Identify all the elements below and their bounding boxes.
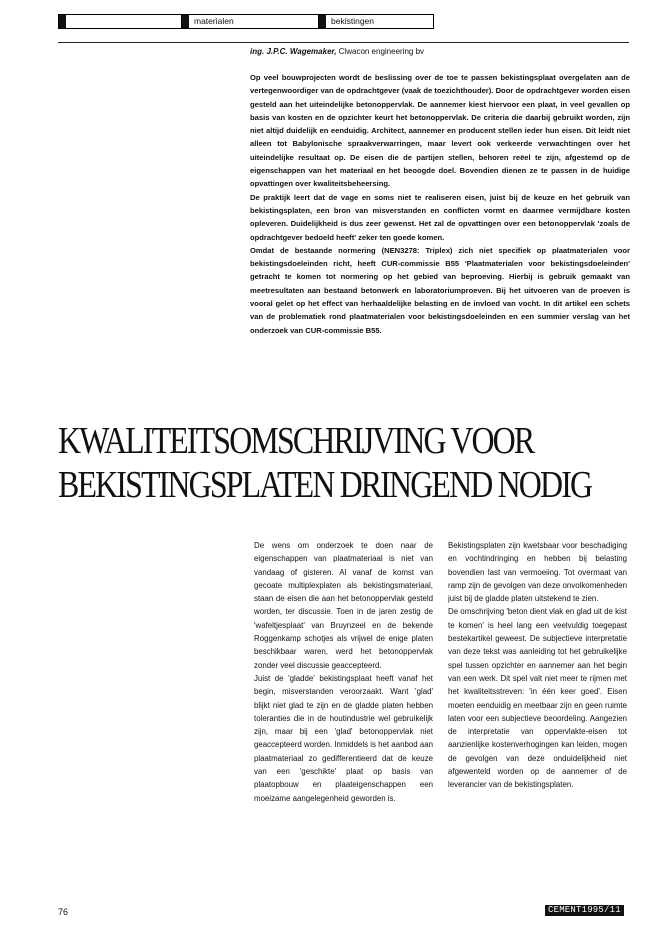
title-line: BEKISTINGSPLATEN DRINGEND NODIG [58, 464, 592, 506]
header-cell-materialen [182, 15, 319, 28]
body-paragraph: Bekistingsplaten zijn kwetsbaar voor beschadiging en vochtindringing en hebben bij belasting bovendien last van vermoeiing. Tot overmaat van ramp zijn de gevolgen van deze onvolkomenheden juist bij de gladde platen uitstekend te zien. [448, 541, 627, 604]
header-rule [58, 42, 629, 43]
section-header-bar [58, 14, 434, 29]
header-cell-blank [59, 15, 182, 28]
body-paragraph: Juist de 'gladde' bekistingsplaat heeft vanaf het begin, misverstanden veroorzaakt. Want 'glad' blijkt niet glad te zijn en de gladde platen hebben toleranties die in de houtindustrie wel gebruikelijk zijn, maar bij een 'glad' betonoppervlak niet geaccepteerd worden. Inmiddels is het aanbod aan plaatmateriaal zo gedifferentieerd dat de keuze van een 'geschikte' plaat op basis van plaatopbouw en plaateigenschappen een moeizame aangelegenheid geworden is. [254, 673, 433, 803]
body-column-left [254, 539, 433, 805]
title-line: KWALITEITSOMSCHRIJVING VOOR [58, 420, 534, 462]
body-paragraph: De omschrijving 'beton dient vlak en glad uit de kist te komen' is heel lang een veelvuldig toegepast bestekartikel geweest. De subjectieve interpretatie van deze tekst was aanleiding tot het gebruikelijke spel tussen opzichter en aannemer aan het begin van een werk. Dit spel valt niet meer te rijmen met het kwaliteitsstreven: 'in één keer goed'. Eisen moeten eenduidig en meetbaar zijn en geen ruimte laten voor een subjectieve beoordeling. Aangezien de interpretatie van oppervlakte-eisen tot aanzienlijke kostenverhogingen kan leiden, mogen de gevolgen van deze onduidelijkheid niet afgewenteld worden op de aannemer of de leverancier van de bekistingsplaten. [448, 607, 627, 790]
header-block-mark [319, 15, 326, 28]
article-title [58, 419, 592, 507]
author-name: ing. J.P.C. Wagemaker, [250, 47, 337, 56]
intro-paragraph: Omdat de bestaande normering (NEN3278: Triplex) zich niet specifiek op plaatmaterialen voor bekistingsdoeleinden richt, heeft CUR-commissie B55 'Plaatmaterialen voor bekistingsdoeleinden' getracht te komen tot normering op het gebied van beproeving. Hierbij is gebruik gemaakt van meetresultaten aan bestaand betonwerk en laboratoriumproeven. Bij het uitvoeren van de proeven is vooral gelet op het effect van herhaaldelijke belasting en de invloed van vocht. In dit artikel een schets van de problematiek rond plaatmaterialen voor bekistingsdoeleinden en een summier verslag van het onderzoek van CUR-commissie B55. [250, 245, 630, 335]
header-section-label: bekistingen [331, 16, 375, 26]
byline [250, 46, 424, 57]
author-affiliation: Clwacon engineering bv [338, 47, 425, 56]
journal-issue-tag: CEMENT1995/11 [545, 905, 624, 916]
header-cell-bekistingen [319, 15, 433, 28]
page-number: 76 [58, 907, 69, 917]
body-paragraph: De wens om onderzoek te doen naar de eigenschappen van plaatmateriaal is niet van vandaag of gisteren. Al vanaf de komst van gecoate multiplexplaten als bekistingsmateriaal, staan de eisen die aan het betonoppervlak gesteld worden, ter discussie. Toen in de jaren zestig de 'wafeltjesplaat' van Bruynzeel en de bekende Roggenkamp schotjes als vrijwel de enige platen beschikbaar waren, werd het betonoppervlak zonder veel discussie geaccepteerd. [254, 541, 433, 670]
header-section-label: materialen [194, 16, 234, 26]
intro-lead [250, 71, 630, 337]
body-column-right [448, 539, 627, 792]
header-block-mark [182, 15, 189, 28]
intro-paragraph: De praktijk leert dat de vage en soms niet te realiseren eisen, juist bij de keuze en het gebruik van bekistingsplaten, een bron van misverstanden en conflicten vormt en daarmee vermijdbare kosten opleveren. Duidelijkheid is dus zeer gewenst. Het zal de opvattingen over een betonoppervlak 'zoals de opdrachtgever bedoeld heeft' zeker ten goede komen. [250, 192, 630, 242]
header-block-mark [59, 15, 66, 28]
intro-paragraph: Op veel bouwprojecten wordt de beslissing over de toe te passen bekistingsplaat overgelaten aan de vertegenwoordiger van de opdrachtgever (vaak de toezichthouder). Door de opdrachtgever worden eisen gesteld aan het uiteindelijke betonoppervlak. De aannemer kiest hiervoor een plaat, in veel gevallen op basis van kosten en de opzichter keurt het betonoppervlak. De criteria die daarbij gebruikt worden, zijn niet altijd duidelijk en eenduidig. Architect, aannemer en producent stellen ieder hun eisen. Dit leidt niet alleen tot Babylonische spraakverwarringen, maar levert ook verkeerde verwachtingen over het uiteindelijke resultaat op. De eisen die de partijen stellen, behoren reëel te zijn, afgestemd op de eigenschappen van het materiaal en het beoogde doel. Bovendien dienen ze te passen in de huidige opvattingen over kwaliteitsbeheersing. [250, 73, 630, 189]
